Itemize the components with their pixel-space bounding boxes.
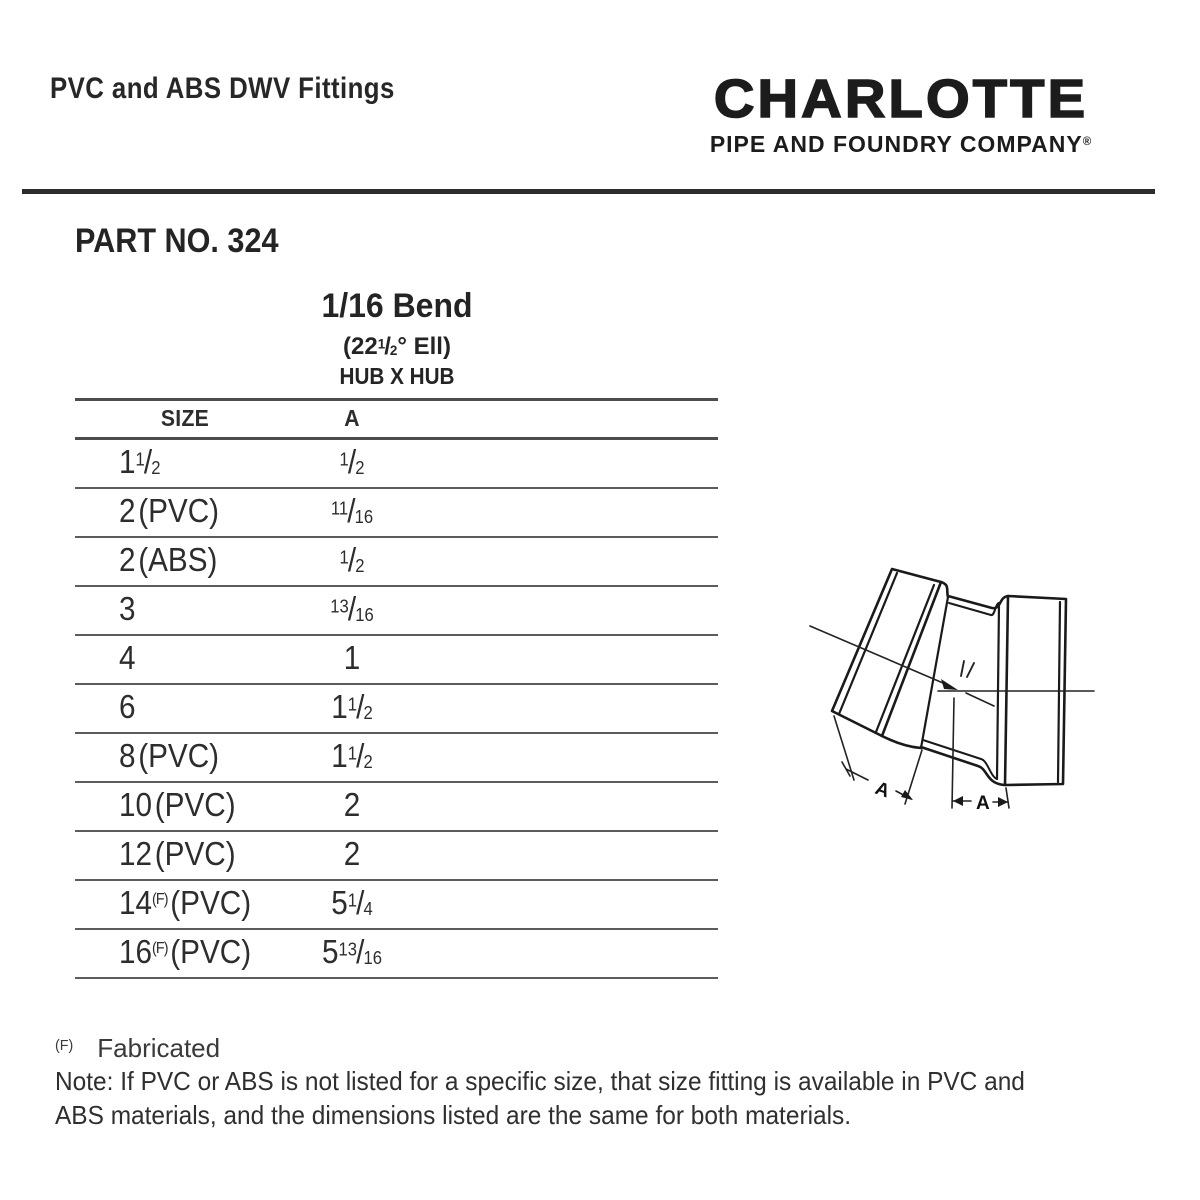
table-row xyxy=(75,489,718,538)
table-body xyxy=(75,440,718,979)
table-row xyxy=(75,636,718,685)
logo-subtitle xyxy=(697,133,1105,156)
fitting-outline xyxy=(832,569,1066,785)
footnote-marker: (F) xyxy=(55,1037,74,1054)
centerlines-and-dimension-lines xyxy=(810,626,1094,808)
product-subtitle xyxy=(297,335,497,359)
fitting-drawing xyxy=(780,540,1200,860)
charlotte-logo xyxy=(697,69,1105,157)
footnote-label: Fabricated xyxy=(97,1033,221,1063)
dim-a-cell: $1^1/_2$ xyxy=(331,688,373,725)
size-cell: 6 xyxy=(119,688,136,725)
column-header-size: SIZE xyxy=(160,405,210,431)
table-row xyxy=(75,832,718,881)
dim-a-cell: 2 xyxy=(343,786,361,823)
size-cell: 4 xyxy=(119,639,136,676)
fabricated-footnote xyxy=(55,1033,220,1064)
table-row xyxy=(75,587,718,636)
size-cell: 8(PVC) xyxy=(119,737,220,774)
dim-a-cell: $^{13}/_{16}$ xyxy=(330,590,374,627)
table-row xyxy=(75,538,718,587)
table-row xyxy=(75,440,718,489)
size-cell: 10(PVC) xyxy=(119,786,236,823)
logo-wordmark: CHARLOTTE xyxy=(713,69,1089,129)
dimension-a-label-left: A xyxy=(872,777,893,803)
size-cell: 2(ABS) xyxy=(119,541,218,578)
dim-a-cell: $^1/_2$ xyxy=(339,443,365,480)
note-line-2: ABS materials, and the dimensions listed are the same for both materials. xyxy=(55,1100,852,1130)
subtitle-prefix: (22 xyxy=(343,333,378,360)
subtitle-suffix: ° Ell) xyxy=(397,333,451,360)
header-divider xyxy=(22,189,1155,194)
subtitle-fraction: $^1/_2$ xyxy=(377,333,398,360)
table-row xyxy=(75,685,718,734)
size-cell: 12(PVC) xyxy=(119,835,236,872)
dim-a-cell: $^1/_2$ xyxy=(339,541,365,578)
registered-mark: ® xyxy=(1082,136,1093,149)
dimension-a-label-right: A xyxy=(976,793,990,814)
note-line-1: Note: If PVC or ABS is not listed for a specific size, that size fitting is available in PVC and xyxy=(55,1066,1025,1096)
dim-a-cell: $5^1/_4$ xyxy=(331,884,373,921)
table-row xyxy=(75,930,718,979)
table-row xyxy=(75,734,718,783)
part-number-heading: PART NO. 324 xyxy=(75,222,279,260)
dim-a-cell: 1 xyxy=(343,639,361,676)
dim-a-cell: $^{11}/_{16}$ xyxy=(330,492,374,529)
logo-subtitle-text: PIPE AND FOUNDRY COMPANY xyxy=(709,131,1083,157)
size-cell: 2(PVC) xyxy=(119,492,220,529)
table-header-row xyxy=(75,401,718,437)
dim-a-cell: $5^{13}/_{16}$ xyxy=(322,933,382,970)
size-cell: 16$^{(F)}$(PVC) xyxy=(119,933,252,970)
product-heading xyxy=(297,289,497,389)
dim-a-cell: $1^1/_2$ xyxy=(331,737,373,774)
page-title: PVC and ABS DWV Fittings xyxy=(50,72,395,105)
table-row xyxy=(75,881,718,930)
connection-type: HUB X HUB xyxy=(339,363,455,389)
dim-a-cell: 2 xyxy=(343,835,361,872)
size-cell: 3 xyxy=(119,590,136,627)
materials-note xyxy=(55,1064,1164,1132)
table-row xyxy=(75,783,718,832)
dimensions-table xyxy=(75,398,718,979)
product-title: 1/16 Bend xyxy=(321,287,473,325)
size-cell: $1^1/_2$ xyxy=(119,443,161,480)
column-header-a: A xyxy=(344,405,360,431)
size-cell: 14$^{(F)}$(PVC) xyxy=(119,884,252,921)
